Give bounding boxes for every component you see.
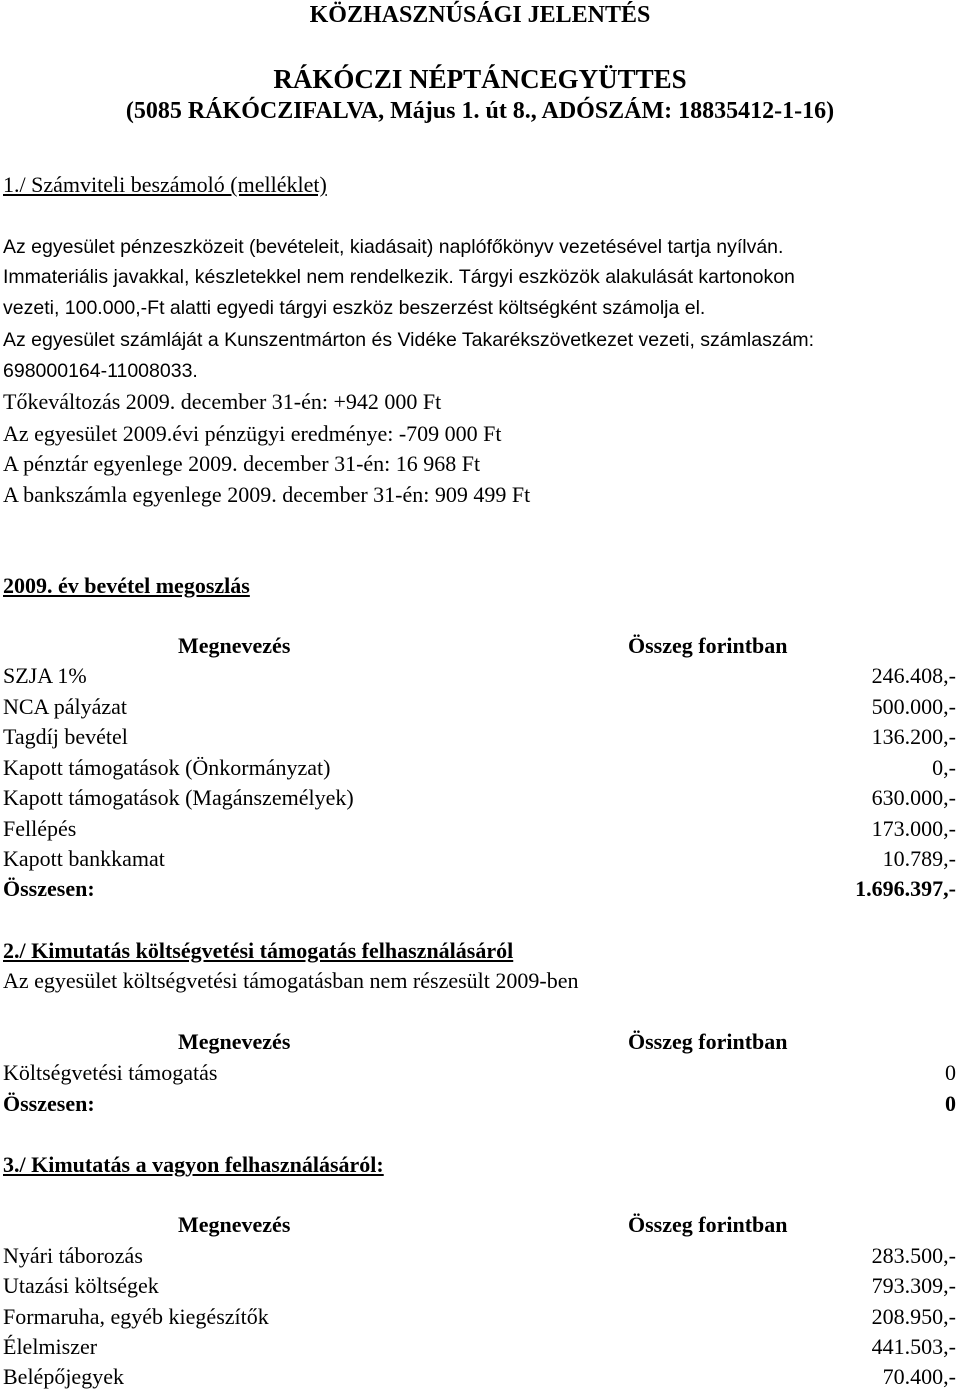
- section2-heading: 2./ Kimutatás költségvetési támogatás felhasználásáról: [3, 938, 514, 963]
- row-amount: 173.000,-: [871, 815, 956, 841]
- income-total-amount: 1.696.397,-: [855, 876, 956, 901]
- row-name: SZJA 1%: [3, 663, 87, 688]
- row-name: Utazási költségek: [3, 1273, 159, 1299]
- row-name: Élelmiszer: [3, 1333, 98, 1359]
- row-name: NCA pályázat: [3, 693, 128, 719]
- income-total-label: Összesen:: [3, 876, 95, 901]
- section3-col-name: Megnevezés: [178, 1212, 291, 1237]
- table-row: [3, 816, 956, 846]
- row-amount: 0,-: [932, 754, 956, 780]
- section3-heading: 3./ Kimutatás a vagyon felhasználásáról:: [3, 1152, 384, 1177]
- table-row: [3, 1304, 956, 1334]
- income-col-amount: Összeg forintban: [628, 633, 788, 658]
- row-amount: 441.503,-: [871, 1333, 956, 1359]
- fact-bank-balance: A bankszámla egyenlege 2009. december 31-én: 909 499 Ft: [3, 482, 531, 507]
- row-amount: 136.200,-: [871, 724, 956, 749]
- section1-heading: 1./ Számviteli beszámoló (melléklet): [3, 172, 327, 197]
- report-title: KÖZHASZNÚSÁGI JELENTÉS: [309, 2, 651, 28]
- fact-capital-change: Tőkeváltozás 2009. december 31-én: +942 000 Ft: [3, 389, 442, 414]
- section2-total-row: [3, 1091, 956, 1121]
- row-name: Kapott támogatások (Magánszemélyek): [3, 785, 354, 810]
- section2-total-amount: 0: [945, 1091, 956, 1116]
- section2-col-name: Megnevezés: [178, 1029, 291, 1054]
- income-total-row: [3, 876, 956, 906]
- row-name: Fellépés: [3, 815, 77, 841]
- fact-financial-result: Az egyesület 2009.évi pénzügyi eredménye: -709 000 Ft: [3, 421, 502, 446]
- row-amount: 630.000,-: [871, 785, 956, 810]
- section2-col-amount: Összeg forintban: [628, 1029, 788, 1054]
- table-row: [3, 1060, 956, 1090]
- table-row: [3, 1334, 956, 1364]
- row-amount: 10.789,-: [882, 846, 956, 871]
- section1-line-4: Az egyesület számláját a Kunszentmárton és Vidéke Takarékszövetkezet vezeti, számlaszám:: [3, 329, 815, 351]
- row-amount: 793.309,-: [871, 1273, 956, 1299]
- table-row: [3, 755, 956, 785]
- row-name: Tagdíj bevétel: [3, 724, 128, 749]
- row-name: Nyári táborozás: [3, 1243, 143, 1268]
- section2-text: Az egyesület költségvetési támogatásban nem részesült 2009-ben: [3, 968, 579, 993]
- section3-col-amount: Összeg forintban: [628, 1212, 788, 1237]
- section1-line-3: vezeti, 100.000,-Ft alatti egyedi tárgyi eszköz beszerzést költségként számolja el.: [3, 297, 706, 319]
- row-amount: 208.950,-: [871, 1303, 956, 1329]
- income-col-name: Megnevezés: [178, 633, 291, 658]
- table-row: [3, 1273, 956, 1303]
- row-name: Kapott bankkamat: [3, 846, 165, 871]
- row-amount: 246.408,-: [871, 663, 956, 688]
- org-address: (5085 RÁKÓCZIFALVA, Május 1. út 8., ADÓSZÁM: 18835412-1-16): [125, 98, 835, 124]
- row-amount: 500.000,-: [871, 693, 956, 719]
- fact-cash-balance: A pénztár egyenlege 2009. december 31-én: 16 968 Ft: [3, 451, 481, 476]
- section1-line-1: Az egyesület pénzeszközeit (bevételeit, kiadásait) naplófőkönyv vezetésével tartja nyílván.: [3, 236, 784, 258]
- table-row: [3, 1243, 956, 1273]
- row-name: Formaruha, egyéb kiegészítők: [3, 1303, 269, 1329]
- row-name: Kapott támogatások (Önkormányzat): [3, 754, 331, 780]
- row-amount: 70.400,-: [882, 1364, 956, 1390]
- section1-line-2: Immateriális javakkal, készletekkel nem rendelkezik. Tárgyi eszközök alakulását kartonokon: [3, 266, 795, 288]
- table-row: [3, 663, 956, 693]
- section1-line-5: 698000164-11008033.: [3, 360, 198, 382]
- org-name: RÁKÓCZI NÉPTÁNCEGYÜTTES: [273, 64, 687, 94]
- section2-total-label: Összesen:: [3, 1091, 95, 1116]
- table-row: [3, 724, 956, 754]
- row-name: Belépőjegyek: [3, 1364, 124, 1390]
- table-row: [3, 1364, 956, 1394]
- table-row: [3, 694, 956, 724]
- income-heading: 2009. év bevétel megoszlás: [3, 573, 250, 598]
- section2-row-name: Költségvetési támogatás: [3, 1060, 218, 1085]
- row-amount: 283.500,-: [871, 1243, 956, 1268]
- section2-row-amount: 0: [945, 1060, 956, 1085]
- table-row: [3, 846, 956, 876]
- table-row: [3, 785, 956, 815]
